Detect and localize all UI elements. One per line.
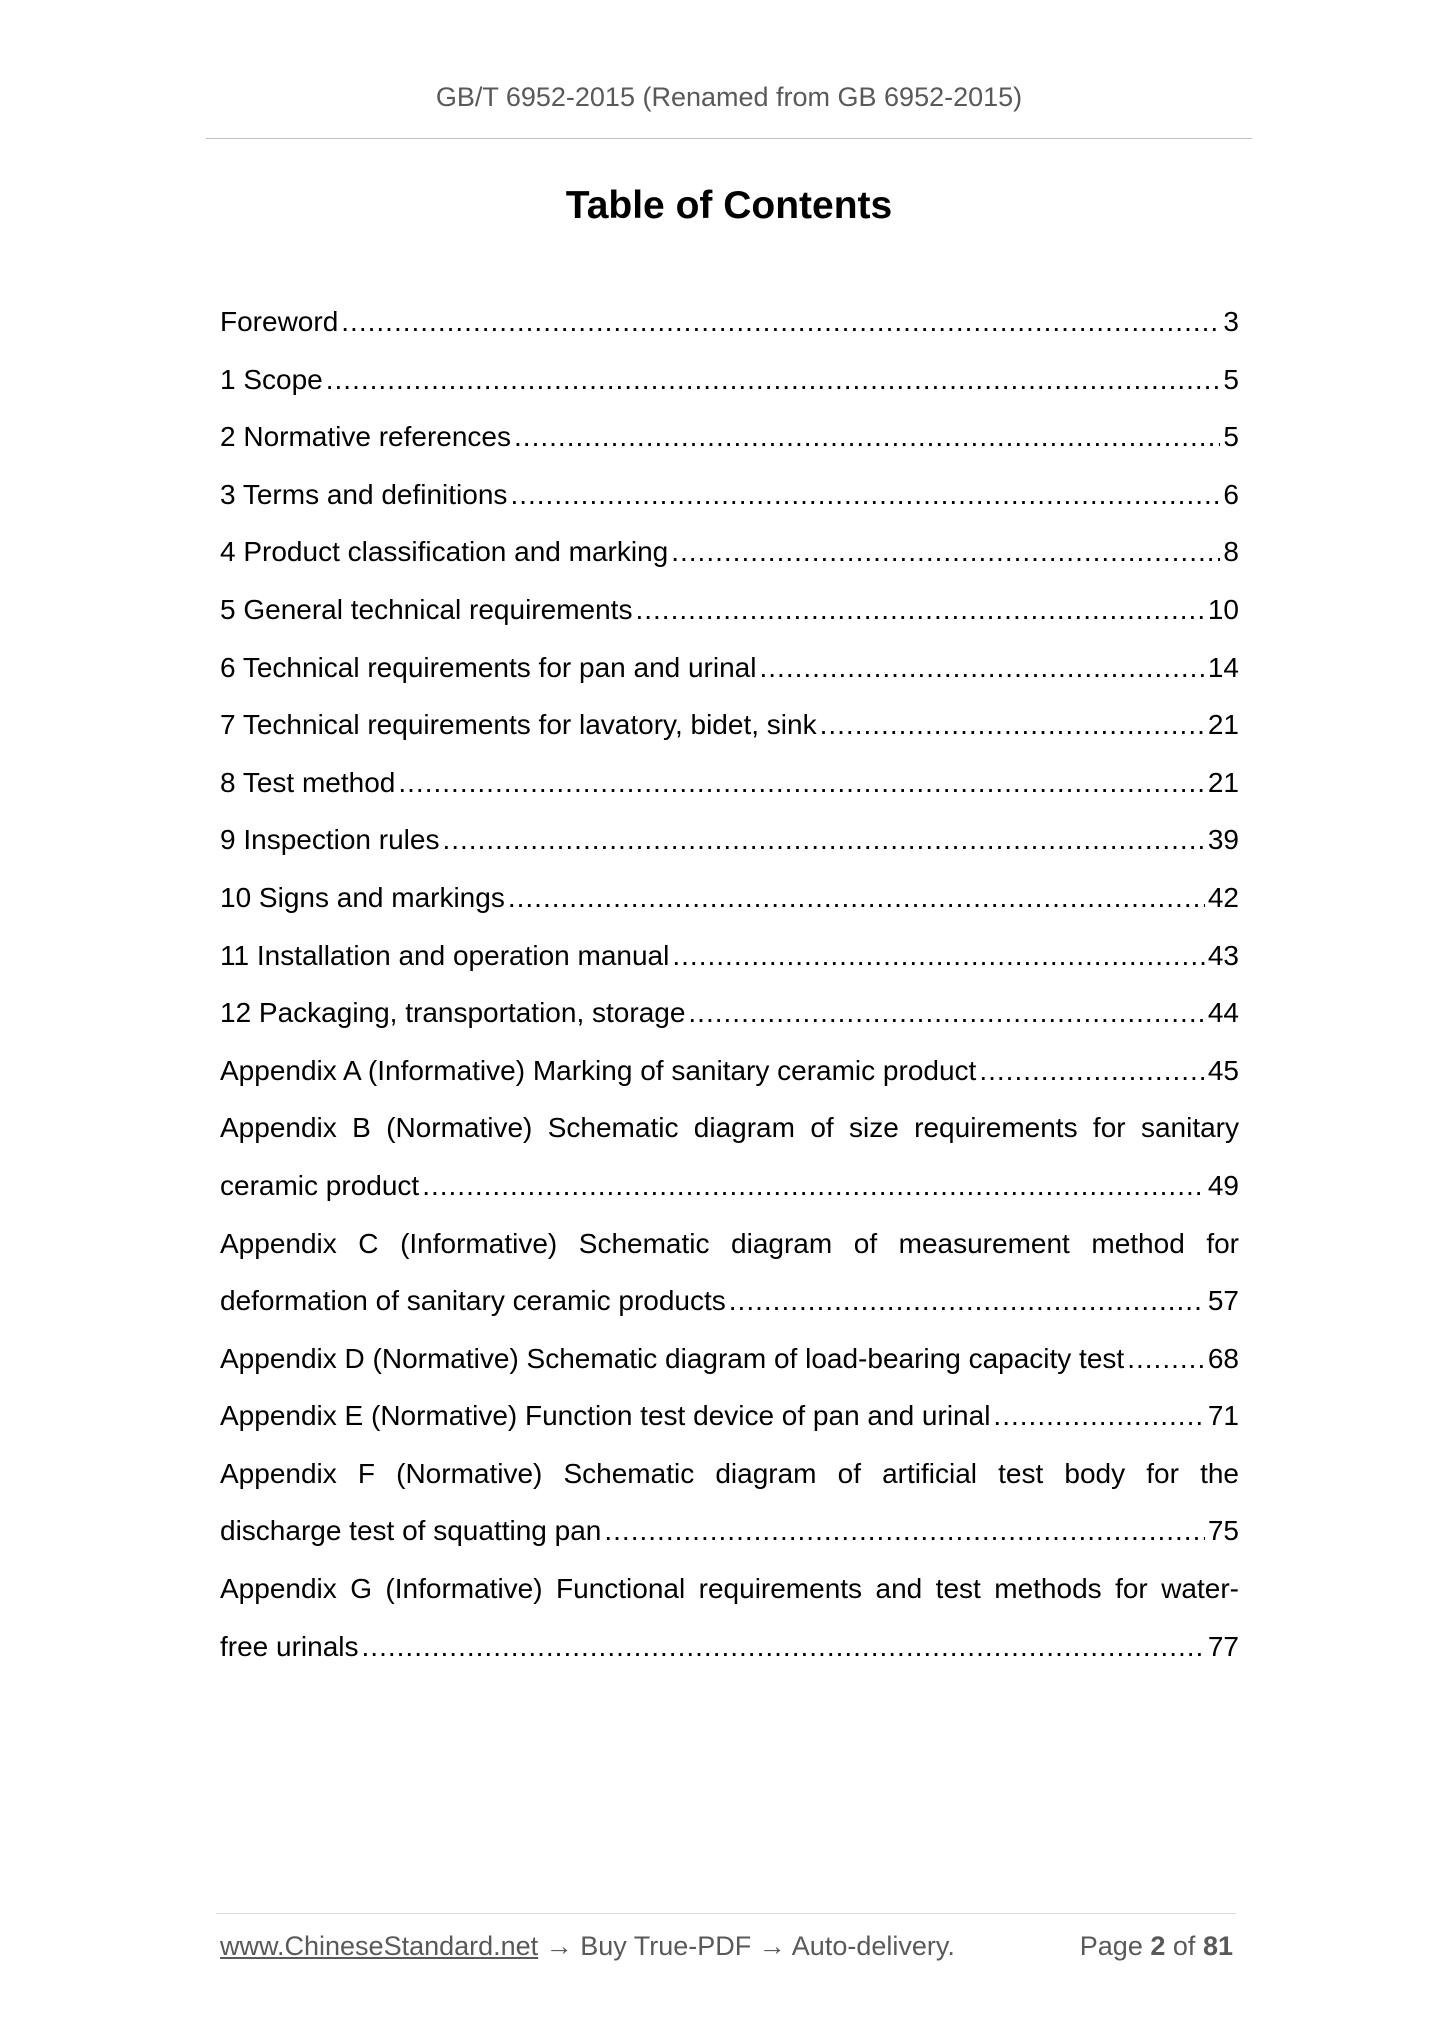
toc-leader-dots (326, 351, 1221, 409)
toc-leader-dots (979, 1042, 1205, 1100)
toc-entry-label: 7 Technical requirements for lavatory, bidet, sink (220, 709, 817, 741)
toc-leader-dots (604, 1502, 1204, 1560)
toc-entry-page: 39 (1207, 824, 1239, 856)
toc-entry-page: 75 (1207, 1515, 1239, 1547)
toc-entry-page: 57 (1207, 1285, 1239, 1317)
current-page: 2 (1150, 1931, 1166, 1961)
toc-entry[interactable] (220, 523, 1239, 581)
toc-entry[interactable] (220, 696, 1239, 754)
toc-entry[interactable] (220, 581, 1239, 639)
toc-leader-dots (341, 293, 1220, 351)
toc-entry-label: 4 Product classification and marking (220, 536, 669, 568)
toc-entry-page: 21 (1207, 709, 1239, 741)
of-word: of (1172, 1931, 1196, 1961)
toc-entry-label: 9 Inspection rules (220, 824, 440, 856)
toc-entry-page: 21 (1207, 766, 1239, 798)
delivery-text: Auto-delivery. (791, 1931, 955, 1961)
page-footer (220, 1931, 1233, 1967)
page-title: Table of Contents (565, 184, 893, 227)
toc-leader-dots (1127, 1330, 1205, 1388)
toc-entry-page: 6 (1223, 478, 1239, 510)
toc-entry[interactable] (220, 927, 1239, 985)
toc-entry-label: deformation of sanitary ceramic products (220, 1285, 726, 1317)
toc-entry-label: Appendix D (Normative) Schematic diagram of load-bearing capacity test (220, 1342, 1125, 1374)
toc-leader-dots (398, 754, 1204, 812)
toc-entry[interactable] (220, 466, 1239, 524)
toc-entry-page: 10 (1207, 593, 1239, 625)
toc-entry-label: 11 Installation and operation manual (220, 939, 670, 971)
toc-entry[interactable] (220, 351, 1239, 409)
toc-entry[interactable] (220, 1502, 1239, 1560)
toc-leader-dots (993, 1387, 1204, 1445)
toc-entry-label: ceramic product (220, 1169, 420, 1201)
toc-entry-page: 77 (1207, 1630, 1239, 1662)
toc-entry[interactable] (220, 408, 1239, 466)
toc-entry[interactable] (220, 754, 1239, 812)
toc-leader-dots (508, 869, 1205, 927)
table-of-contents (220, 293, 1239, 1675)
toc-entry-label: 5 General technical requirements (220, 593, 633, 625)
toc-entry-label: 12 Packaging, transportation, storage (220, 997, 686, 1029)
toc-entry-label: 2 Normative references (220, 421, 512, 453)
website-link[interactable]: www.ChineseStandard.net (220, 1931, 539, 1961)
toc-leader-dots (672, 927, 1204, 985)
toc-entry-page: 43 (1207, 939, 1239, 971)
toc-leader-dots (688, 984, 1204, 1042)
toc-entry-first-line[interactable]: Appendix B (Normative) Schematic diagram of size requirements for sanitary (220, 1112, 1239, 1144)
page-word: Page (1079, 1931, 1143, 1961)
toc-entry[interactable] (220, 1272, 1239, 1330)
toc-entry[interactable] (220, 1330, 1239, 1388)
toc-entry-page: 5 (1223, 421, 1239, 453)
footer-divider (216, 1913, 1236, 1914)
toc-entry-first-line[interactable]: Appendix C (Informative) Schematic diagram of measurement method for (220, 1227, 1239, 1259)
toc-entry[interactable] (220, 984, 1239, 1042)
toc-entry-label: discharge test of squatting pan (220, 1515, 602, 1547)
toc-entry-label: 1 Scope (220, 363, 323, 395)
toc-entry-label: 6 Technical requirements for pan and urinal (220, 651, 757, 683)
toc-entry-first-line[interactable]: Appendix G (Informative) Functional requirements and test methods for water- (220, 1573, 1239, 1605)
buy-text: Buy True-PDF (580, 1931, 752, 1961)
toc-entry[interactable] (220, 811, 1239, 869)
arrow-icon: → (758, 1931, 786, 1961)
toc-leader-dots (422, 1157, 1205, 1215)
toc-leader-dots (442, 811, 1204, 869)
toc-entry-page: 71 (1207, 1400, 1239, 1432)
toc-leader-dots (510, 466, 1220, 524)
toc-entry-page: 49 (1207, 1169, 1239, 1201)
toc-entry-label: 3 Terms and definitions (220, 478, 508, 510)
toc-entry[interactable] (220, 293, 1239, 351)
toc-entry[interactable] (220, 1157, 1239, 1215)
toc-entry[interactable] (220, 639, 1239, 697)
toc-entry-page: 44 (1207, 997, 1239, 1029)
toc-entry-label: free urinals (220, 1630, 359, 1662)
toc-leader-dots (635, 581, 1204, 639)
toc-entry-page: 5 (1223, 363, 1239, 395)
toc-leader-dots (671, 523, 1220, 581)
toc-entry-page: 8 (1223, 536, 1239, 568)
toc-entry-page: 14 (1207, 651, 1239, 683)
toc-entry[interactable] (220, 869, 1239, 927)
toc-entry[interactable] (220, 1042, 1239, 1100)
toc-leader-dots (514, 408, 1220, 466)
toc-entry-page: 42 (1207, 881, 1239, 913)
toc-entry-label: Appendix E (Normative) Function test device of pan and urinal (220, 1400, 991, 1432)
toc-entry-page: 3 (1223, 306, 1239, 337)
toc-entry[interactable] (220, 1618, 1239, 1676)
header-divider (206, 138, 1252, 139)
toc-entry-page: 45 (1207, 1054, 1239, 1086)
toc-entry-first-line[interactable]: Appendix F (Normative) Schematic diagram of artificial test body for the (220, 1457, 1239, 1489)
toc-entry-label: Appendix A (Informative) Marking of sanitary ceramic product (220, 1054, 977, 1086)
toc-leader-dots (820, 696, 1205, 754)
running-header: GB/T 6952-2015 (Renamed from GB 6952-2015) (435, 82, 1023, 112)
footer-promo (220, 1931, 955, 1962)
toc-entry[interactable] (220, 1387, 1239, 1445)
toc-entry-label: 8 Test method (220, 766, 396, 798)
toc-leader-dots (362, 1618, 1205, 1676)
page-number (1080, 1931, 1233, 1962)
arrow-icon: → (545, 1931, 573, 1961)
total-pages: 81 (1202, 1931, 1233, 1961)
toc-entry-page: 68 (1207, 1342, 1239, 1374)
toc-entry-label: Foreword (220, 306, 339, 337)
toc-leader-dots (759, 639, 1204, 697)
toc-leader-dots (729, 1272, 1205, 1330)
toc-entry-label: 10 Signs and markings (220, 881, 505, 913)
